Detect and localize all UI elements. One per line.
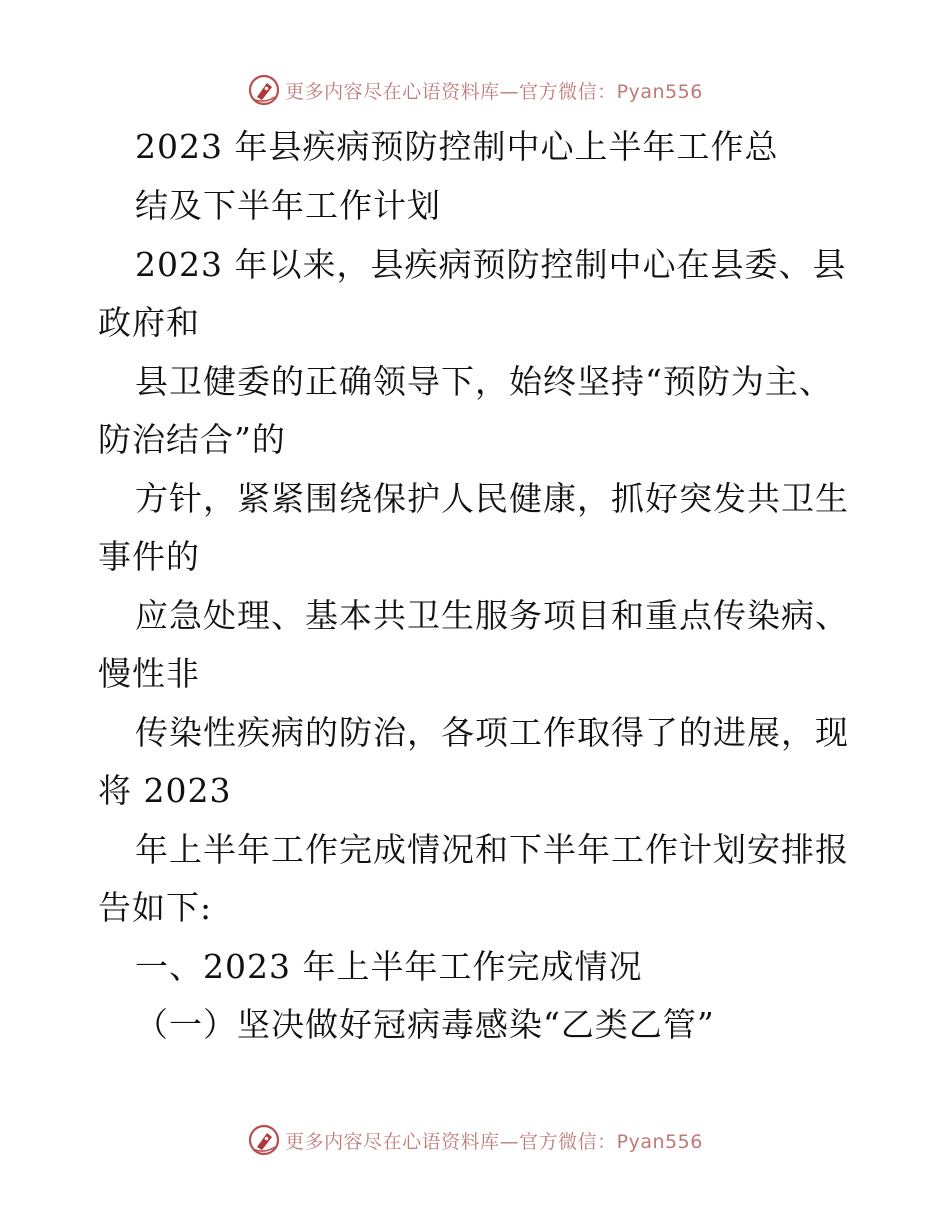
watermark-text: 更多内容尽在心语资料库—官方微信：Pyan556 xyxy=(285,1130,703,1153)
paragraph-line: 年上半年工作完成情况和下半年工作计划安排报 xyxy=(135,830,849,869)
paragraph-line: 将 2023 xyxy=(98,771,232,810)
paragraph-line: 2023 年以来，县疾病预防控制中心在县委、县 xyxy=(135,245,847,284)
footer-watermark xyxy=(0,1120,950,1160)
pen-nib-circle-icon xyxy=(247,73,281,107)
paragraph-line: 慢性非 xyxy=(98,654,200,693)
section-heading: 一、2023 年上半年工作完成情况 xyxy=(135,947,643,986)
paragraph-line: 政府和 xyxy=(98,303,200,342)
paragraph-line: 事件的 xyxy=(98,537,200,576)
watermark-text: 更多内容尽在心语资料库—官方微信：Pyan556 xyxy=(285,80,703,103)
paragraph-line: 告如下: xyxy=(98,888,213,927)
document-title-line-1: 2023 年县疾病预防控制中心上半年工作总 xyxy=(135,127,779,166)
paragraph-line: 传染性疾病的防治，各项工作取得了的进展，现 xyxy=(135,713,849,752)
pen-nib-circle-icon xyxy=(247,1123,281,1157)
paragraph-line: 县卫健委的正确领导下，始终坚持“预防为主、 xyxy=(135,362,833,401)
paragraph-line: 防治结合”的 xyxy=(98,420,286,459)
subsection-heading: （一）坚决做好冠病毒感染“乙类乙管” xyxy=(135,1005,715,1044)
document-title-line-2: 结及下半年工作计划 xyxy=(135,186,441,225)
paragraph-line: 应急处理、基本共卫生服务项目和重点传染病、 xyxy=(135,596,849,635)
paragraph-line: 方针，紧紧围绕保护人民健康，抓好突发共卫生 xyxy=(135,479,849,518)
header-watermark xyxy=(0,70,950,110)
